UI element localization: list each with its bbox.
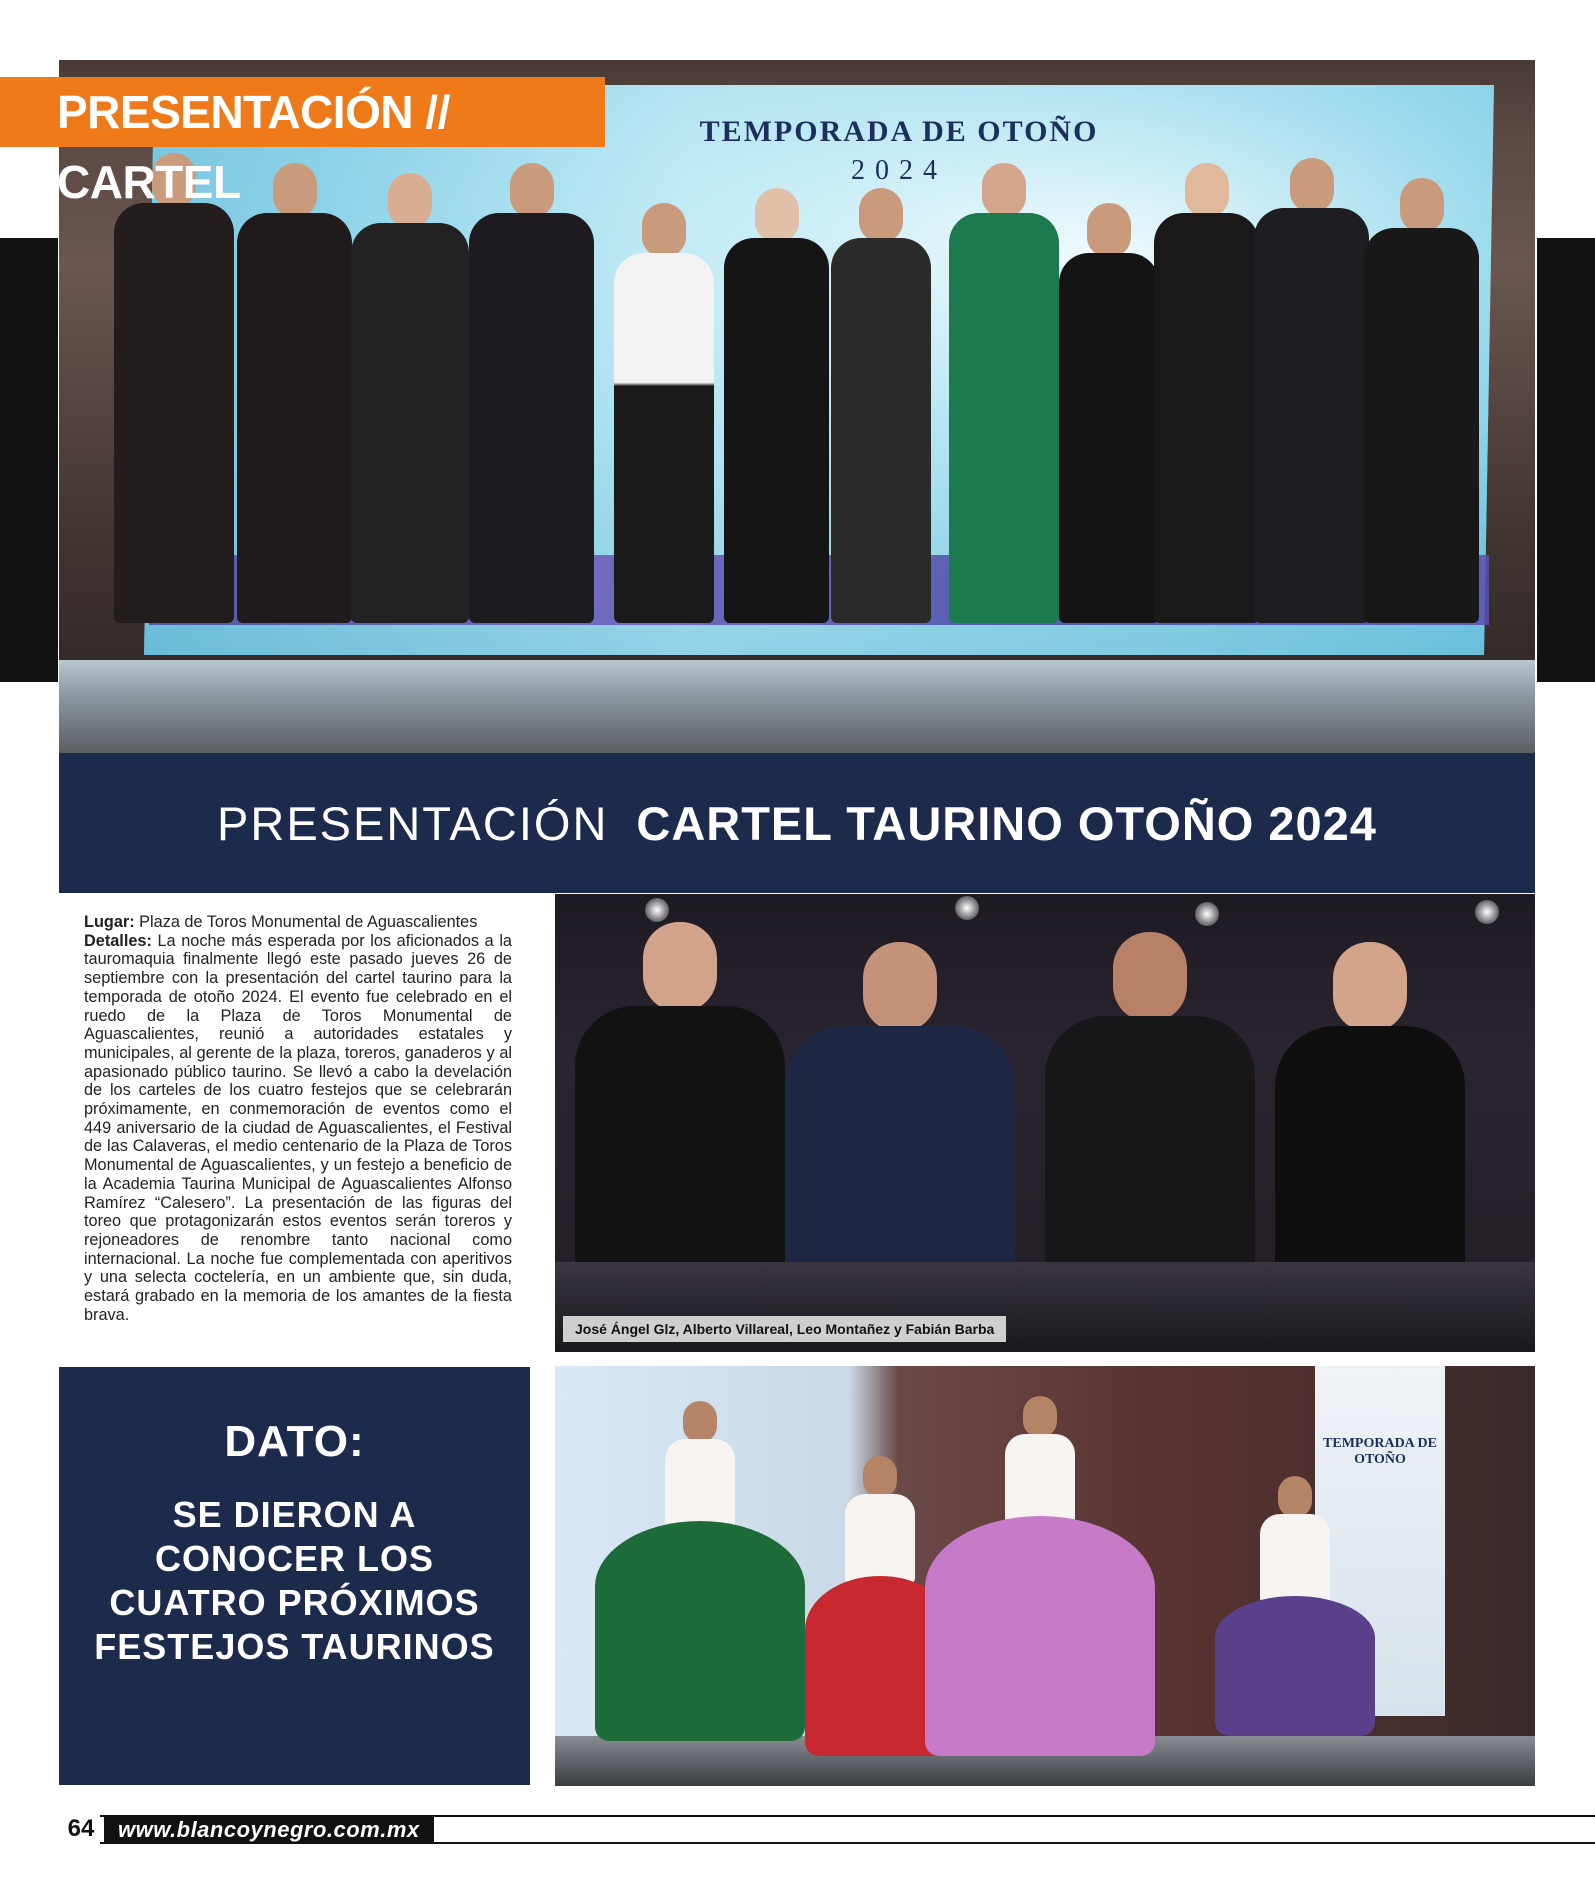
right-black-bar [1537,238,1595,682]
hero-photo [59,60,1535,753]
person-12 [1364,178,1479,623]
guest-3 [1045,932,1255,1312]
guest-1 [575,922,785,1312]
hero-screen-title-line2: 2024 [851,155,947,186]
place-value: Plaza de Toros Monumental de Aguascalientes [134,913,478,931]
dato-title: DATO: [224,1417,365,1466]
article-title-bold: CARTEL TAURINO OTOÑO 2024 [636,796,1377,850]
person-11 [1254,158,1369,623]
dato-box [59,1367,530,1785]
guests-photo [555,894,1535,1352]
person-9 [1059,203,1159,623]
person-2 [237,163,352,623]
dancer-1 [595,1401,805,1741]
person-7 [831,188,931,623]
article-body [84,913,512,1324]
dancer-4 [1215,1476,1375,1736]
article-title-band [59,753,1535,893]
details-label: Detalles: [84,931,152,950]
hero-stage-floor [59,660,1535,753]
person-8 [949,163,1059,623]
article-title-light: PRESENTACIÓN [217,796,609,850]
person-6 [724,188,829,623]
details-value: La noche más esperada por los aficionados a la tauromaquia finalmente llegó este pasado jueves 26 de septiembre con la presentación del cartel taurino para la temporada de otoño 2024. El evento fue celebrado en el ruedo de la Plaza de Toros Monumental de Aguascalientes, reunió a autoridades estatales y municipales, al gerente de la plaza, toreros, ganaderos y al apasionado público taurino. Se llevó a cabo la develación de los carteles de los cuatro festejos que se celebrarán próximamente, en conmemoración de eventos como el 449 aniversario de la ciudad de Aguascalientes, el Festival de las Calaveras, el medio centenario de la Plaza de Toros Monumental de Aguascalientes, y un festejo a beneficio de la Academia Taurina Municipal de Aguascalientes Alfonso Ramírez “Calesero”. La presentación de las figuras del toreo que protagonizarán estos eventos serán toreros y rejoneadores de renombre tanto nacional como internacional. La noche fue complementada con aperitivos y una selecta coctelería, en un ambiente que, sin duda, estará grabado en la memoria de los amantes de la fiesta brava. [84,931,512,1324]
person-5 [614,203,714,623]
left-black-bar [0,238,58,682]
dato-text: SE DIERON A CONOCER LOS CUATRO PRÓXIMOS FESTEJOS TAURINOS [94,1494,495,1667]
section-label: PRESENTACIÓN // CARTEL [0,77,605,147]
place-label: Lugar: [84,913,135,931]
website-link[interactable]: www.blancoynegro.com.mx [104,1815,434,1844]
photo-caption: José Ángel Glz, Alberto Villareal, Leo Montañez y Fabián Barba [563,1316,1006,1342]
guest-4 [1275,942,1465,1312]
person-4 [469,163,594,623]
event-banner: TEMPORADA DE OTOÑO [1315,1366,1445,1716]
person-3 [351,173,469,623]
guest-2 [785,942,1015,1312]
hero-screen-title-line1: TEMPORADA DE OTOÑO [699,115,1099,148]
dancer-3 [925,1396,1155,1756]
person-1 [114,153,234,623]
page-number: 64 [62,1812,100,1846]
person-10 [1154,163,1259,623]
dancers-photo [555,1366,1535,1786]
